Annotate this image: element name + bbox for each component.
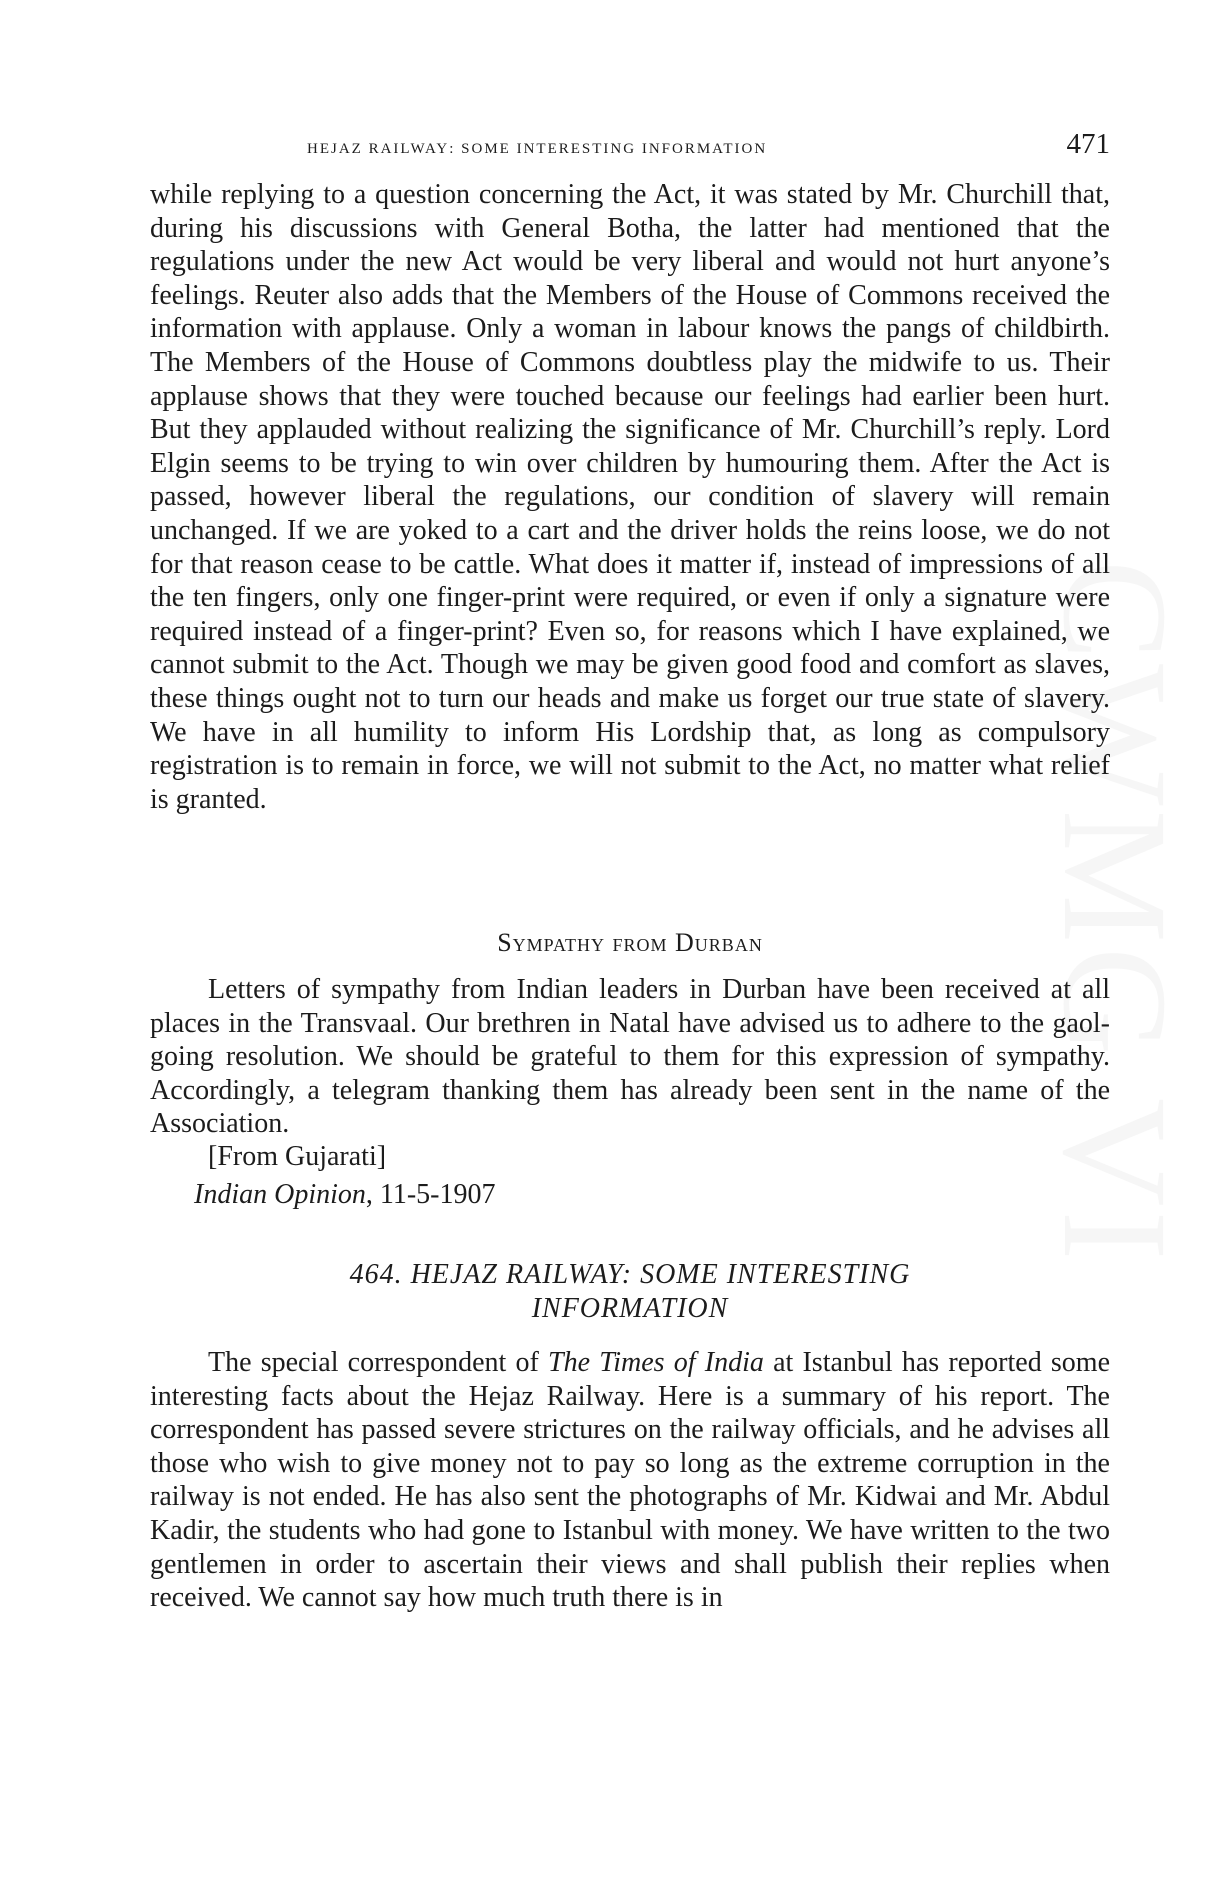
book-page [150,128,1110,1688]
article-intro-1: The special correspondent of [208,1347,549,1378]
page-number: 471 [1066,128,1110,160]
source-note: [From Gujarati] [208,1141,387,1172]
running-head [150,128,1110,168]
durban-section [150,973,1110,1141]
citation-date: , 11-5-1907 [365,1179,496,1210]
section-heading: Sympathy from Durban [497,928,763,957]
article-heading [150,1258,1110,1325]
article-heading-line-2: INFORMATION [531,1292,729,1324]
article-paragraph [150,1346,1110,1615]
paragraph-2: Letters of sympathy from Indian leaders in Durban have been received at all places in the Transvaal. Our brethren in Natal have advised us to adhere to the gaol-going resolution. We should be grateful to them for this expression of sympathy. Accordingly, a telegram thanking them has already been sent in the name of the Association. [150,974,1110,1140]
article-body [150,1346,1110,1615]
citation-publication: Indian Opinion [194,1179,366,1210]
article-intro-2: at Istanbul has reported some interesting facts about the Hejaz Railway. Here is a summary of his report. The correspondent has passed severe strictures on the railway officials, and he advises all those who wish to give money not to pay so long as the extreme corruption in the railway is not ended. He has also sent the photographs of Mr. Kidwai and Mr. Abdul Kadir, the students who had gone to Istanbul with money. We have written to the two gentlemen in order to ascertain their views and shall publish their replies when received. We cannot say how much truth there is in [150,1347,1110,1614]
citation [194,1178,496,1212]
continued-paragraph [150,178,1110,816]
paragraph-1: while replying to a question concerning the Act, it was stated by Mr. Churchill that, during his discussions with General Botha, the latter had mentioned that the regulations under the new Act would be very liberal and would not hurt anyone’s feelings. Reuter also adds that the Members of the House of Commons received the information with applause. Only a woman in labour knows the pangs of childbirth. The Members of the House of Commons doubtless play the midwife to us. Their applause shows that they were touched because our feelings had earlier been hurt. But they applauded without realizing the significance of Mr. Churchill’s reply. Lord Elgin seems to be trying to win over children by humouring them. After the Act is passed, however liberal the regulations, our condition of slavery will remain unchanged. If we are yoked to a cart and the driver holds the reins loose, we do not for that reason cease to be cattle. What does it matter if, instead of impressions of all the ten fingers, only one finger-print were required, or even if only a signature were required instead of a finger-print? Even so, for reasons which I have explained, we cannot submit to the Act. Though we may be given good food and comfort as slaves, these things ought not to turn our heads and make us forget our true state of slavery. We have in all humility to inform His Lordship that, as long as compulsory registration is to remain in force, we will not submit to the Act, no matter what relief is granted. [150,179,1110,815]
article-heading-line-1: 464. HEJAZ RAILWAY: SOME INTERESTING [349,1259,911,1290]
newspaper-title: The Times of India [548,1347,764,1378]
running-head-title: hejaz railway: some interesting information [307,134,768,158]
